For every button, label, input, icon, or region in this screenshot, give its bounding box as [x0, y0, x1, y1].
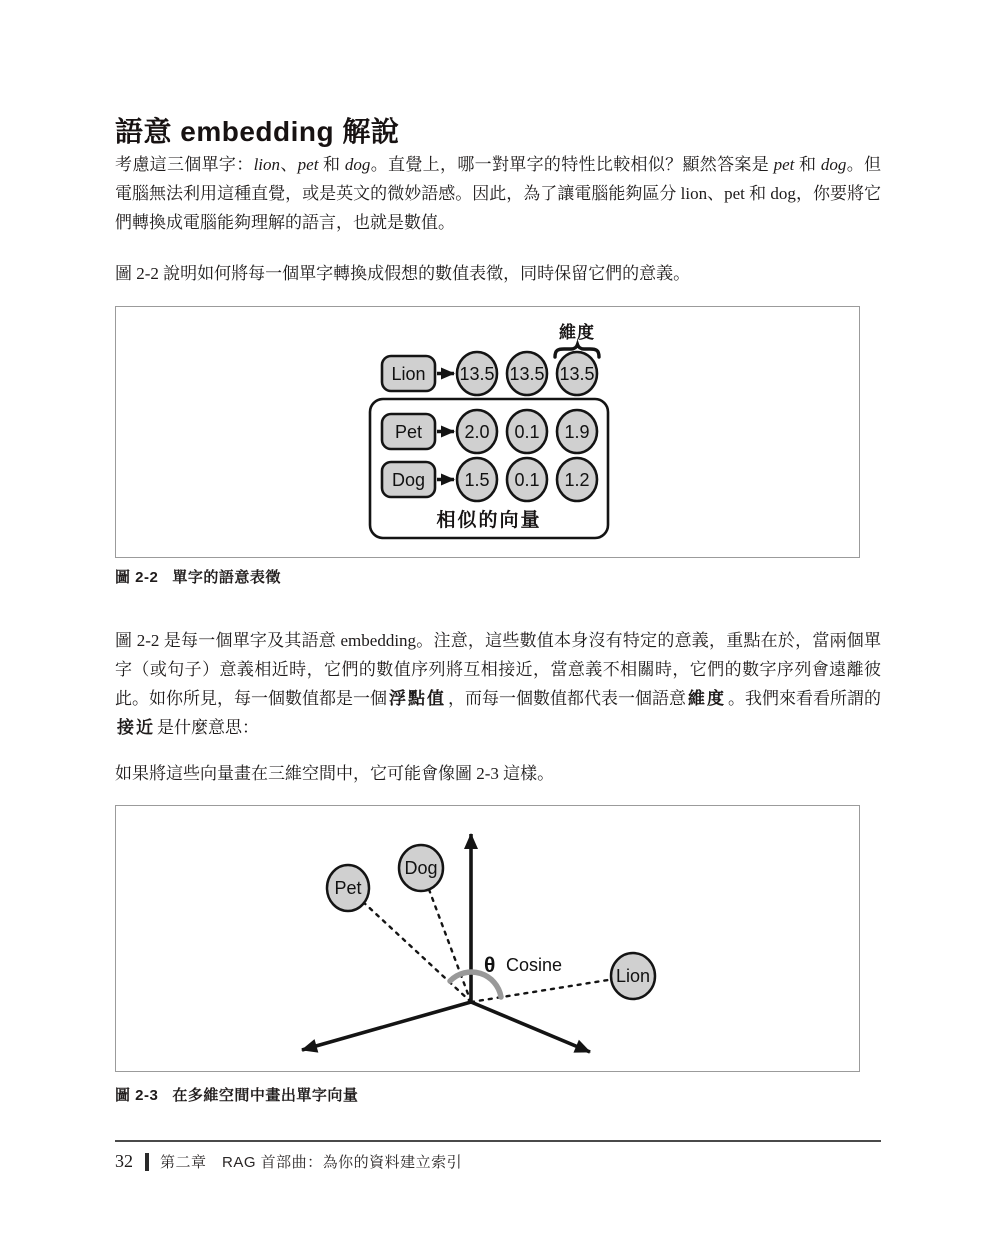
- paragraph-intro: [115, 150, 881, 237]
- emphasized-term: 維度: [688, 689, 726, 708]
- figure-2-3-frame: [115, 805, 860, 1072]
- paragraph-embedding-explained: [115, 626, 881, 742]
- text-run: 和: [318, 155, 345, 174]
- italic-term: pet: [773, 155, 795, 174]
- paragraph-3d-lead: 如果將這些向量畫在三維空間中，它可能會像圖 2-3 這樣。: [115, 764, 555, 783]
- value-text: 1.9: [564, 422, 590, 442]
- value-text: 1.2: [564, 470, 590, 490]
- page-number: 32: [115, 1151, 133, 1171]
- text-run: 。但電腦無法利用這種直覺，或是英文的微妙語感。因此，為了讓電腦能夠區分 lion、pet 和 dog，你要將它們轉換成電腦能夠理解的語言，也就是數值。: [115, 155, 882, 232]
- value-text: 2.0: [464, 422, 490, 442]
- value-text: 0.1: [514, 470, 540, 490]
- italic-term: lion: [253, 155, 281, 174]
- figure-caption-text: 在多維空間中畫出單字向量: [172, 1087, 359, 1104]
- dimension-label: 維度: [559, 323, 595, 342]
- text-run: 是什麼意思：: [157, 718, 259, 737]
- value-text: 13.5: [559, 364, 595, 384]
- italic-term: dog: [820, 155, 847, 174]
- page-title: 語意 embedding 解說: [115, 115, 400, 147]
- text-run: 。直覺上，哪一對單字的特性比較相似？顯然答案是: [370, 155, 774, 174]
- figure-caption-number: 圖 2-3: [115, 1087, 159, 1104]
- figure-2-2-frame: [115, 306, 860, 558]
- text-run: 、: [280, 155, 298, 174]
- node-lion-label: Lion: [615, 966, 651, 986]
- text-run: 。我們來看看所謂的: [728, 689, 881, 708]
- node-dog-label: Dog: [404, 858, 438, 878]
- x-axis-arrow-left: [302, 1002, 471, 1050]
- word-node-dog-label: Dog: [391, 470, 426, 490]
- node-pet-label: Pet: [334, 878, 362, 898]
- figure-2-2-diagram: [116, 307, 859, 557]
- italic-term: pet: [297, 155, 319, 174]
- text-run: 和: [794, 155, 821, 174]
- chapter-title: 第二章 RAG 首部曲：為你的資料建立索引: [160, 1154, 463, 1171]
- similar-vectors-label: 相似的向量: [436, 510, 542, 531]
- theta-label: θ: [484, 954, 496, 977]
- vector-line-pet: [348, 888, 471, 1002]
- word-node-lion-label: Lion: [391, 364, 426, 384]
- page-footer: [115, 1151, 881, 1172]
- value-text: 13.5: [509, 364, 545, 384]
- footer-divider: [115, 1140, 881, 1142]
- emphasized-term: 浮點值: [389, 689, 446, 708]
- value-text: 1.5: [464, 470, 490, 490]
- cosine-label: Cosine: [506, 955, 563, 975]
- figure-caption-text: 單字的語意表徵: [172, 569, 281, 586]
- emphasized-term: 接近: [117, 718, 155, 737]
- value-text: 0.1: [514, 422, 540, 442]
- paragraph-figure-lead: 圖 2-2 說明如何將每一個單字轉換成假想的數值表徵，同時保留它們的意義。: [115, 264, 691, 283]
- figure-2-3-diagram: [116, 806, 859, 1071]
- text-run: 圖 2-2 是每一個單字及其語意 embedding。注意，這些數值本身沒有特定的意義，重點在於，當兩個單字（或句子）意義相近時，它們的數值序列將互相接近，當意義不相關時，它們的數字序列會遠離彼此。如你所見，每一個數值都是一個: [115, 631, 881, 708]
- italic-term: dog: [344, 155, 371, 174]
- value-text: 13.5: [459, 364, 495, 384]
- footer-bar-icon: [145, 1153, 149, 1171]
- figure-caption-number: 圖 2-2: [115, 569, 159, 586]
- figure-2-2-caption: [115, 566, 881, 587]
- word-node-pet-label: Pet: [394, 422, 423, 442]
- figure-2-3-caption: [115, 1084, 881, 1105]
- x-axis-arrow-right: [471, 1002, 590, 1052]
- text-run: ，而每一個數值都代表一個語意: [448, 689, 686, 708]
- text-run: 考慮這三個單字：: [115, 155, 254, 174]
